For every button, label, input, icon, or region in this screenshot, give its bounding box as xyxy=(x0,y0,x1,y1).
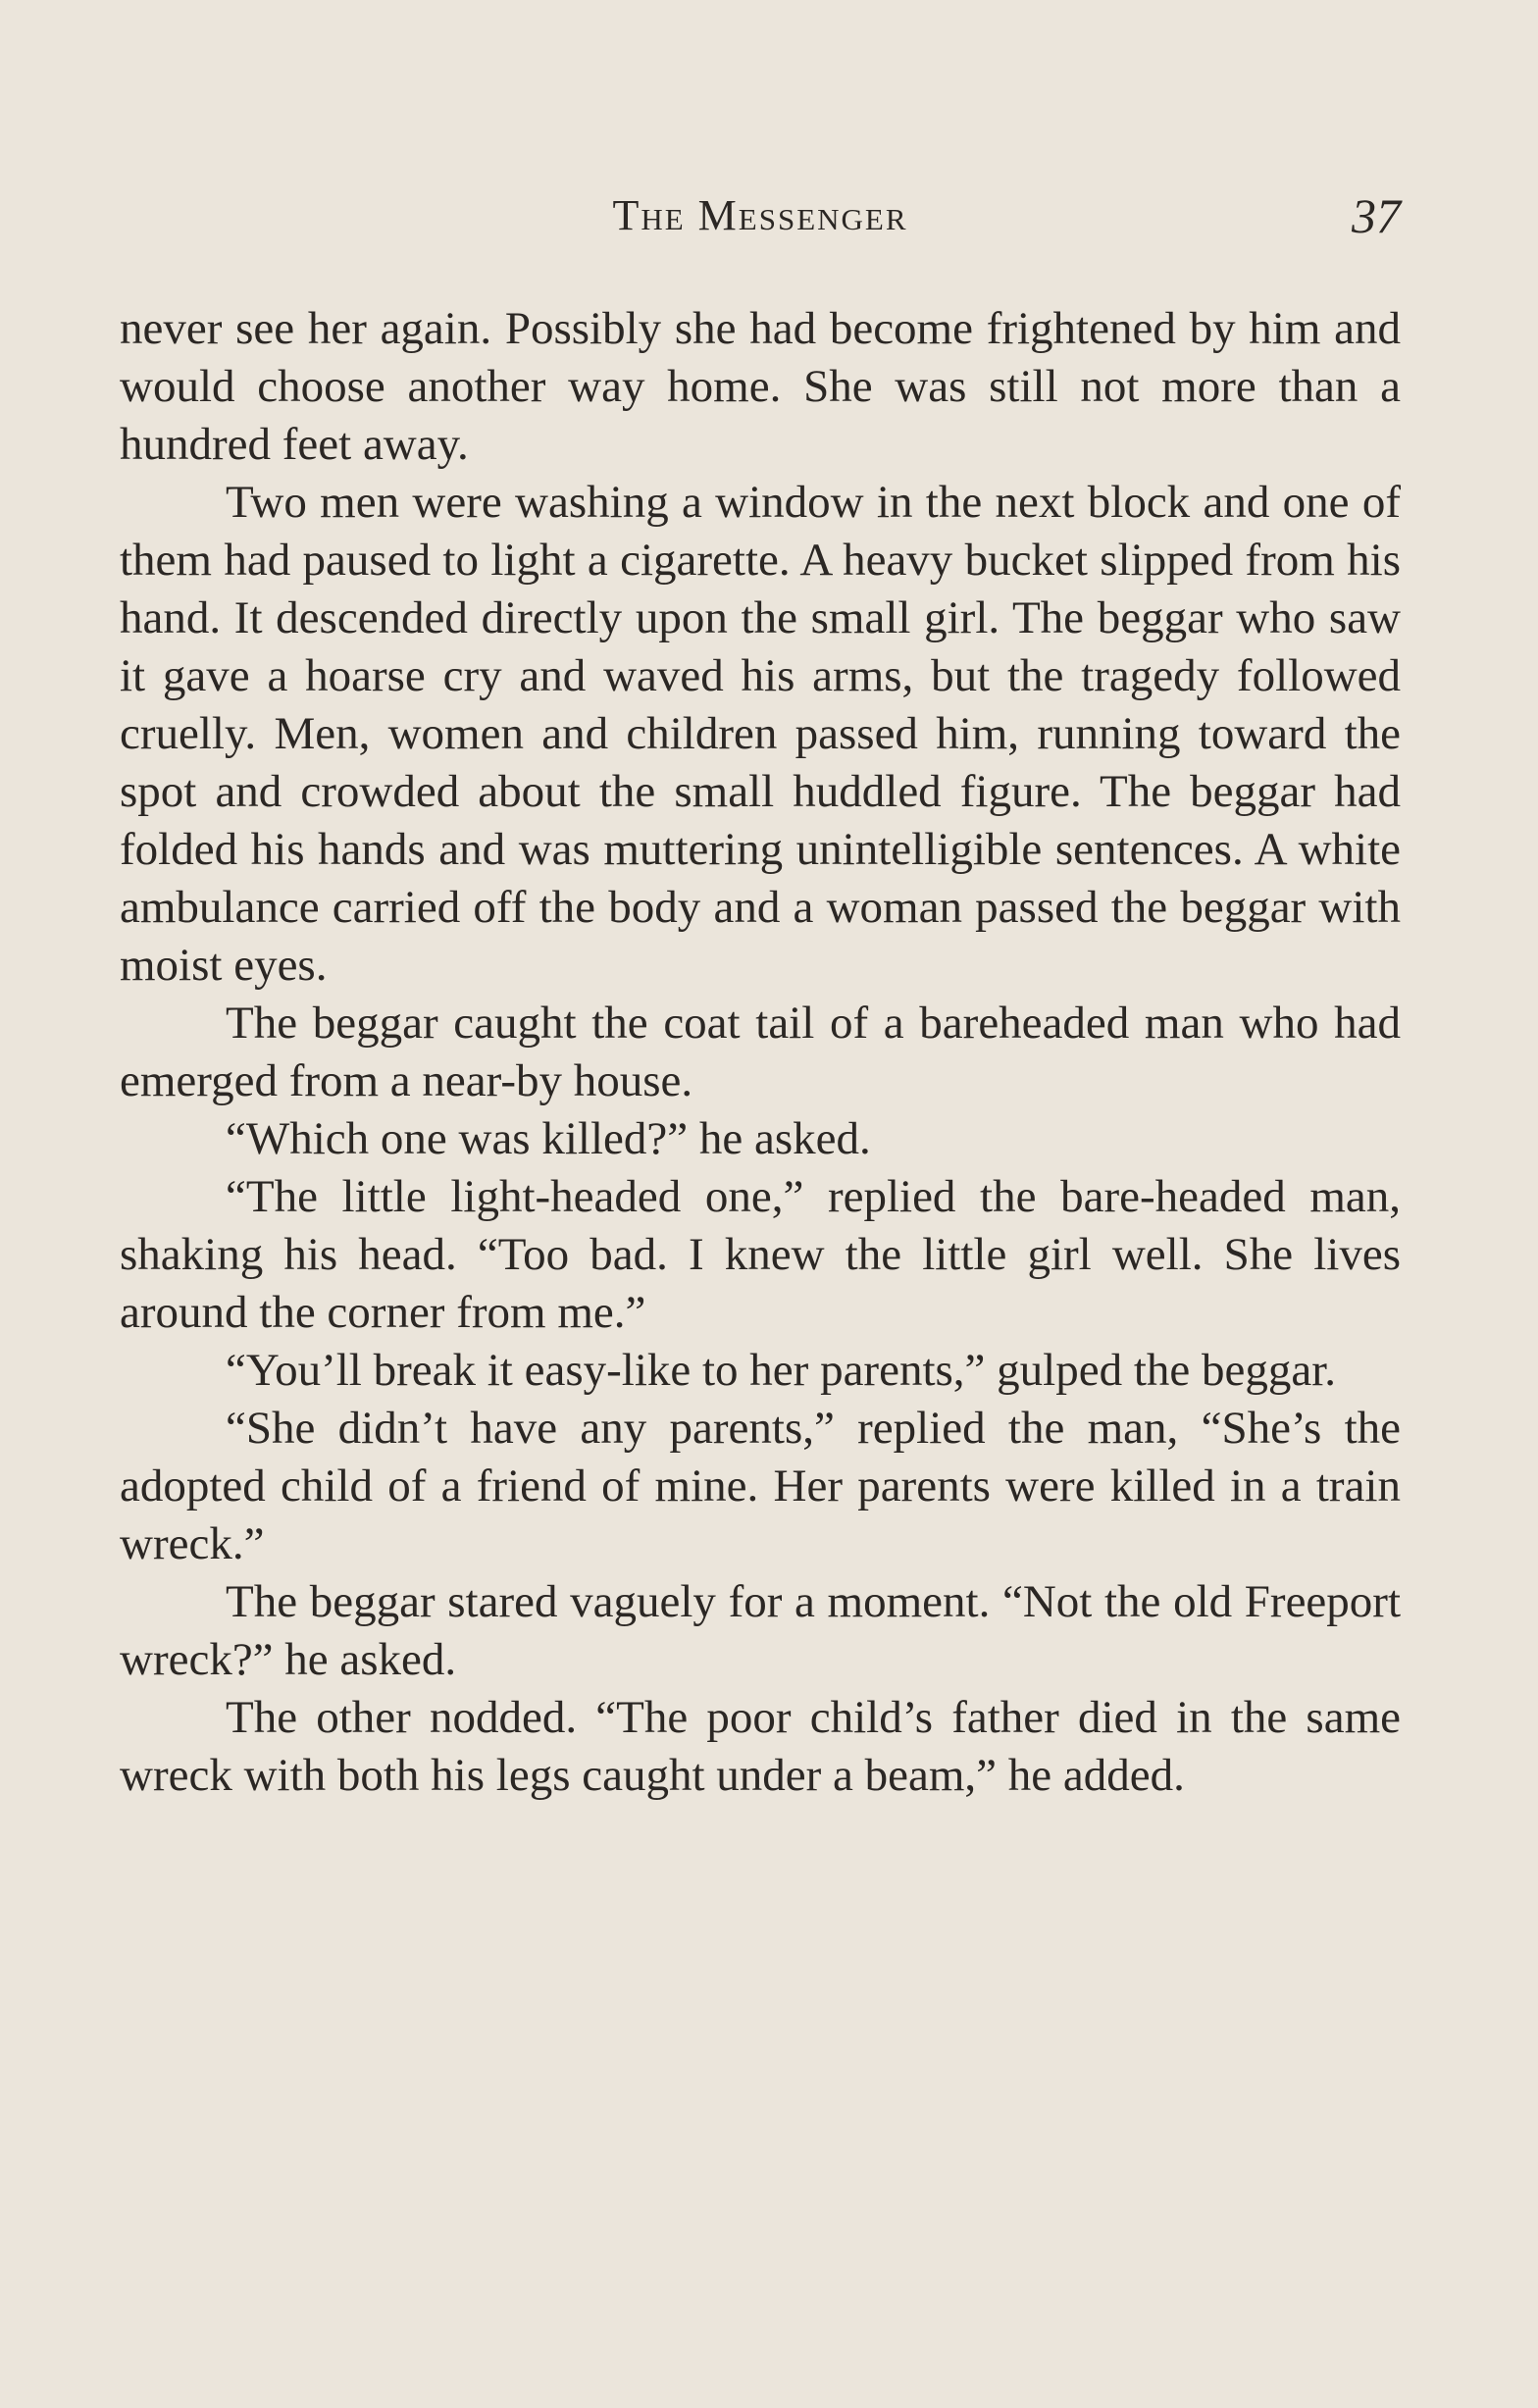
paragraph: “The little light-headed one,” replied the bare-headed man, shaking his head. “Too bad. I knew the little girl well. She lives around the corner from me.” xyxy=(120,1171,1401,1338)
body-text xyxy=(120,300,1401,1805)
running-head xyxy=(120,184,1401,247)
paragraph: The beggar stared vaguely for a moment. “Not the old Freeport wreck?” he asked. xyxy=(120,1576,1401,1685)
paragraph: Two men were washing a window in the next block and one of them had paused to light a cigarette. A heavy bucket slipped from his hand. It descended directly upon the small girl. The beggar who saw it gave a hoarse cry and waved his arms, but the tragedy followed cruelly. Men, women and children passed him, running toward the spot and crowded about the small huddled figure. The beggar had folded his hands and was muttering unintelligible sentences. A white ambulance carried off the body and a woman passed the beggar with moist eyes. xyxy=(120,477,1401,991)
paragraph: never see her again. Possibly she had become frightened by him and would choose another way home. She was still not more than a hundred feet away. xyxy=(120,303,1401,470)
paragraph: The beggar caught the coat tail of a bareheaded man who had emerged from a near-by house. xyxy=(120,998,1401,1106)
paragraph: “You’ll break it easy-like to her parents,” gulped the beggar. xyxy=(226,1345,1337,1396)
page-number: 37 xyxy=(1352,188,1401,243)
running-title: The Messenger xyxy=(612,191,908,239)
paragraph: The other nodded. “The poor child’s father died in the same wreck with both his legs caught under a beam,” he added. xyxy=(120,1692,1401,1801)
paragraph: “She didn’t have any parents,” replied the man, “She’s the adopted child of a friend of mine. Her parents were killed in a train wreck.” xyxy=(120,1403,1401,1569)
paragraph: “Which one was killed?” he asked. xyxy=(226,1113,871,1164)
